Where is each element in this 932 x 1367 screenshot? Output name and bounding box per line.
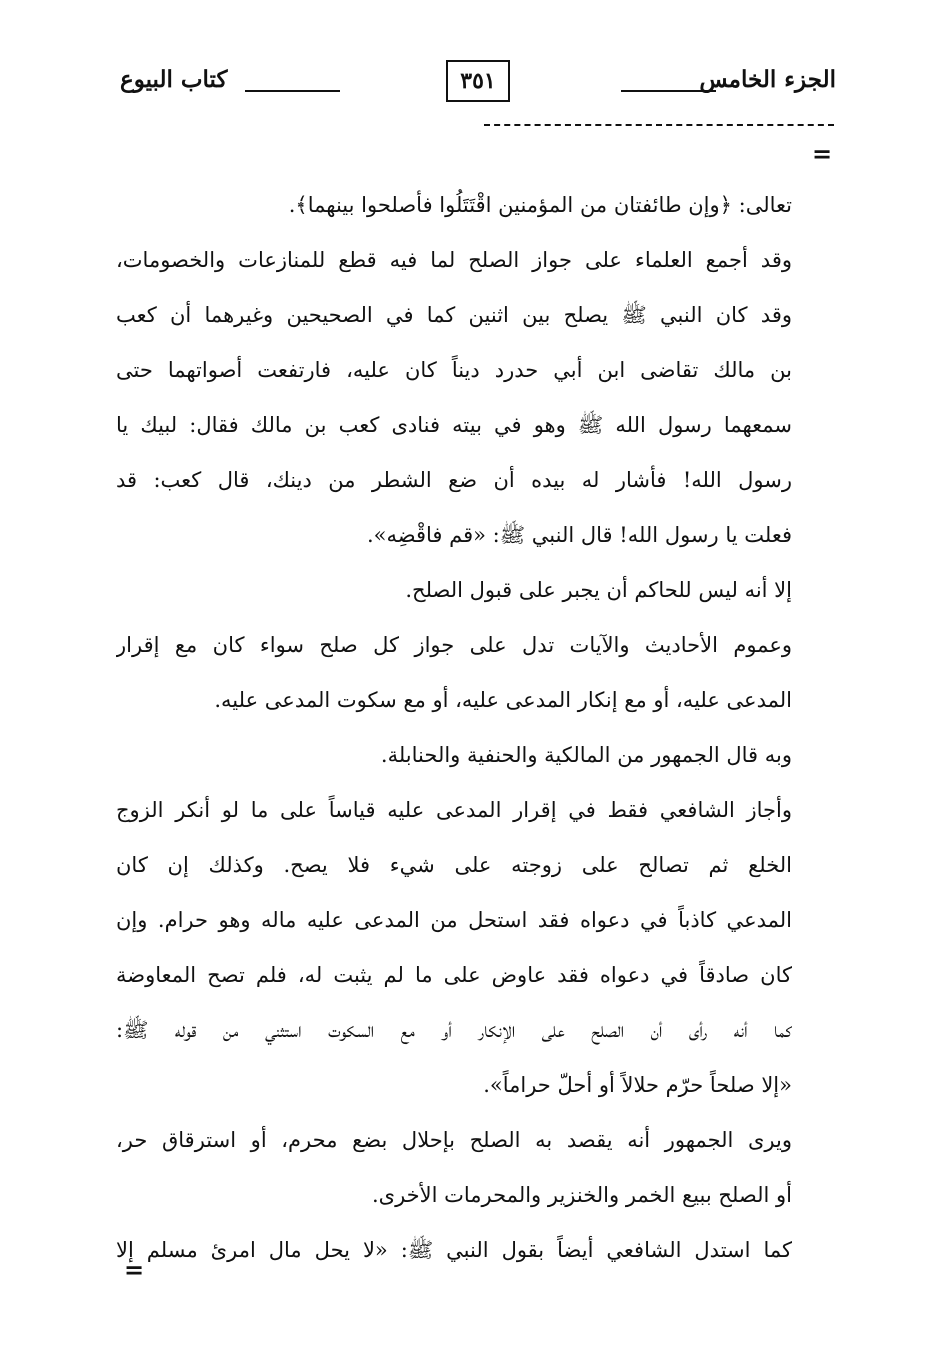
text-line: أو الصلح ببيع الخمر والخنزير والمحرمات الأخرى. — [371, 1183, 792, 1207]
text-line: كان صادقاً في دعواه فقد عاوض على ما لم يثبت له، فلم تصح المعاوضة — [116, 963, 792, 987]
page-header — [120, 60, 836, 108]
header-rule — [621, 90, 716, 92]
text-line: وبه قال الجمهور من المالكية والحنفية والحنابلة. — [380, 743, 792, 767]
text-line: تعالى: ﴿وإن طائفتان من المؤمنين اقْتَتَلُوا فأصلحوا بينهما﴾. — [288, 193, 792, 217]
text-line: الخلع ثم تصالح على زوجته على شيء فلا يصح. وكذلك إن كان — [116, 853, 792, 877]
continuation-marker-bottom: = — [124, 1256, 145, 1284]
text-line: كما أنه رأى أن الصلح على الإنكار أو مع السكوت استثني من قوله ﷺ: — [116, 1018, 792, 1042]
text-line: المدعى عليه، أو مع إنكار المدعى عليه، أو مع سكوت المدعى عليه. — [214, 688, 792, 712]
text-line: وعموم الأحاديث والآيات تدل على جواز كل صلح سواء كان مع إقرار — [116, 633, 792, 657]
page-number: ٣٥١ — [446, 60, 510, 102]
text-line: وقد أجمع العلماء على جواز الصلح لما فيه قطع للمنازعات والخصومات، — [116, 248, 792, 272]
text-line: وأجاز الشافعي فقط في إقرار المدعى عليه قياساً على ما لو أنكر الزوج — [116, 798, 792, 822]
header-dashed-divider — [484, 124, 834, 126]
text-line: رسول الله! فأشار له بيده أن ضع الشطر من دينك، قال كعب: قد — [116, 468, 792, 492]
text-line: سمعهما رسول الله ﷺ وهو في بيته فنادى كعب بن مالك فقال: لبيك يا — [116, 413, 792, 437]
text-line: ويرى الجمهور أنه يقصد به الصلح بإحلال بضع محرم، أو استرقاق حر، — [116, 1128, 792, 1152]
text-line: كما استدل الشافعي أيضاً بقول النبي ﷺ: «لا يحل مال امرئ مسلم إلا — [116, 1238, 792, 1262]
text-line: «إلا صلحاً حرّم حلالاً أو أحلّ حراماً». — [483, 1073, 792, 1097]
book-title: كتاب البيوع — [120, 66, 228, 93]
text-line: بن مالك تقاضى ابن أبي حدرد ديناً كان عليه، فارتفعت أصواتهما حتى — [116, 358, 792, 382]
continuation-marker-top: = — [812, 140, 833, 168]
volume-title: الجزء الخامس — [699, 66, 836, 93]
text-line: فعلت يا رسول الله! قال النبي ﷺ: «قم فاقْضِه». — [367, 523, 792, 547]
text-line: إلا أنه ليس للحاكم أن يجبر على قبول الصلح. — [405, 578, 792, 602]
text-line: المدعي كاذباً في دعواه فقد استحل من المدعى عليه ماله وهو حرام. وإن — [116, 908, 792, 932]
text-line: وقد كان النبي ﷺ يصلح بين اثنين كما في الصحيحين وغيرهما أن كعب — [116, 303, 792, 327]
page-body — [116, 178, 792, 1284]
header-rule — [245, 90, 340, 92]
